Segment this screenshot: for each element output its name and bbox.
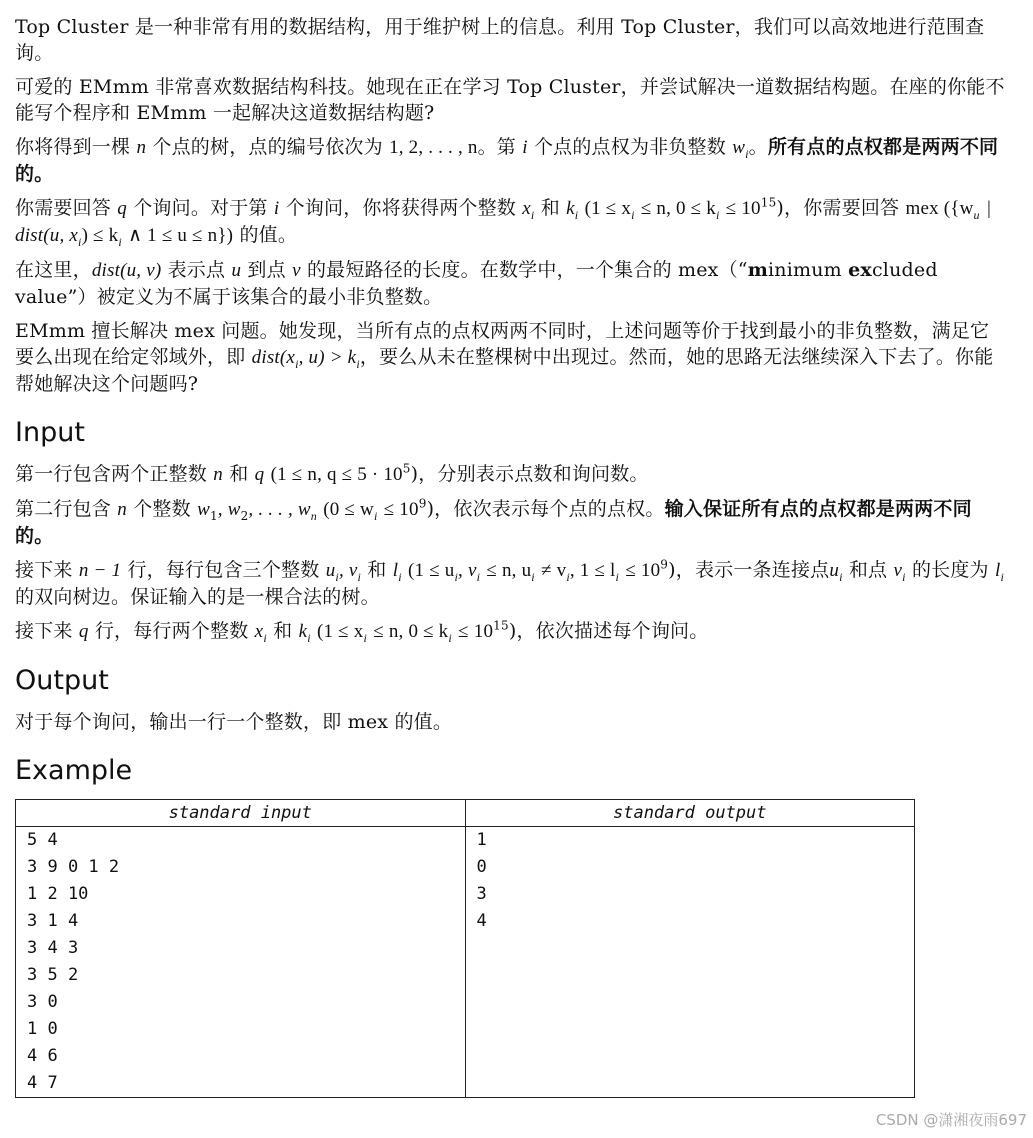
input-line-1: 第一行包含两个正整数 n 和 q (1 ≤ n, $q \le 5 \cdot 10^5$)，分别表示点数和询问数。 xyxy=(15,461,649,485)
input-line-4: 接下来 q 行，每行两个整数 $x_i$ 和 $k_i$ ($1 \le x_i \le n$, $0 \le k_i \le 10^{15}$)，依次描述每个询问。 xyxy=(15,618,709,645)
sample-output-line: 3 xyxy=(476,884,487,904)
paragraph-observation: EMmm 擅长解决 mex 问题。她发现，当所有点的点权两两不同时，上述问题等价于找到最小的非负整数，满足它要么出现在给定邻域外，即 $dist(x_i$, $u) > k_i$，要么从未在整棵树中出现过。然而，她的思路无法继续深入下去了。你能帮她解决这个问题吗? xyxy=(15,320,994,395)
sample-input-line: 3 5 2 xyxy=(27,965,79,985)
paragraph-tree: 你将得到一棵 n 个点的树，点的编号依次为 1, 2, . . . , n。第 i 个点的点权为非负整数 $w_i$。所有点的点权都是两两不同的。 xyxy=(15,136,999,185)
sample-input-line: 5 4 xyxy=(27,830,58,850)
watermark: CSDN @潇湘夜雨697 xyxy=(875,1111,1027,1129)
example-table xyxy=(15,799,915,1098)
paragraph-intro: Top Cluster 是一种非常有用的数据结构，用于维护树上的信息。利用 Top Cluster，我们可以高效地进行范围查询。 xyxy=(15,16,985,64)
problem-statement xyxy=(15,14,1007,1098)
sample-input-line: 3 4 3 xyxy=(27,938,79,958)
sample-output-line: 1 xyxy=(476,830,487,850)
sample-input-line: 1 2 10 xyxy=(27,884,89,904)
sample-input-line: 3 1 4 xyxy=(27,911,79,931)
sample-output-line: 0 xyxy=(476,857,487,877)
sample-input-line: 3 9 0 1 2 xyxy=(27,857,120,877)
sample-input-line: 3 0 xyxy=(27,992,58,1012)
sample-input-line: 4 6 xyxy=(27,1046,58,1066)
input-column-header: standard input xyxy=(16,800,466,827)
sample-output xyxy=(465,827,915,1098)
input-heading: Input xyxy=(15,417,85,448)
paragraph-story: 可爱的 EMmm 非常喜欢数据结构科技。她现在正在学习 Top Cluster，并尝试解决一道数据结构题。在座的你能不能写个程序和 EMmm 一起解决这道数据结构题? xyxy=(15,76,1005,124)
paragraph-dist-def: 在这里，dist(u, v) 表示点 u 到点 v 的最短路径的长度。在数学中，一个集合的 mex（“minimum excluded value”）被定义为不属于该集合的最小非负整数。 xyxy=(15,259,938,308)
input-line-2: 第二行包含 n 个整数 $w_1$, $w_2$, . . . , $w_n$ $(0 \le w_i \le 10^9)$，依次表示每个点的点权。输入保证所有点的点权都是两两不同的。 xyxy=(15,496,972,547)
sample-input-line: 1 0 xyxy=(27,1019,58,1039)
example-heading: Example xyxy=(15,755,133,786)
output-column-header: standard output xyxy=(465,800,915,827)
sample-input xyxy=(16,827,466,1098)
output-text: 对于每个询问，输出一行一个整数，即 mex 的值。 xyxy=(15,711,453,733)
sample-output-line: 4 xyxy=(476,911,487,931)
sample-input-line: 4 7 xyxy=(27,1073,58,1093)
input-line-3: 接下来 n − 1 行，每行包含三个整数 $u_i$, $v_i$ 和 $l_i$ ($1 \le u_i$, $v_i \le n$, $u_i \ne v_i$, $1 \le l_i \le 10^9$)，表示一条连接点$u_i$ 和点 $v_i$ 的长度为 $l_i$ 的双向树边。保证输入的是一棵合法的树。 xyxy=(15,557,1005,608)
output-heading: Output xyxy=(15,665,109,696)
paragraph-queries: 你需要回答 q 个询问。对于第 i 个询问，你将获得两个整数 $x_i$ 和 $k_i$ ($1 \le x_i \le n$, $0 \le k_i \le 10^{15}$)，你需要回答 mex ({$w_u$ | dist(u, $x_i) \le k_i$ ∧ 1 ≤ u ≤ n}) 的值。 xyxy=(15,195,992,249)
